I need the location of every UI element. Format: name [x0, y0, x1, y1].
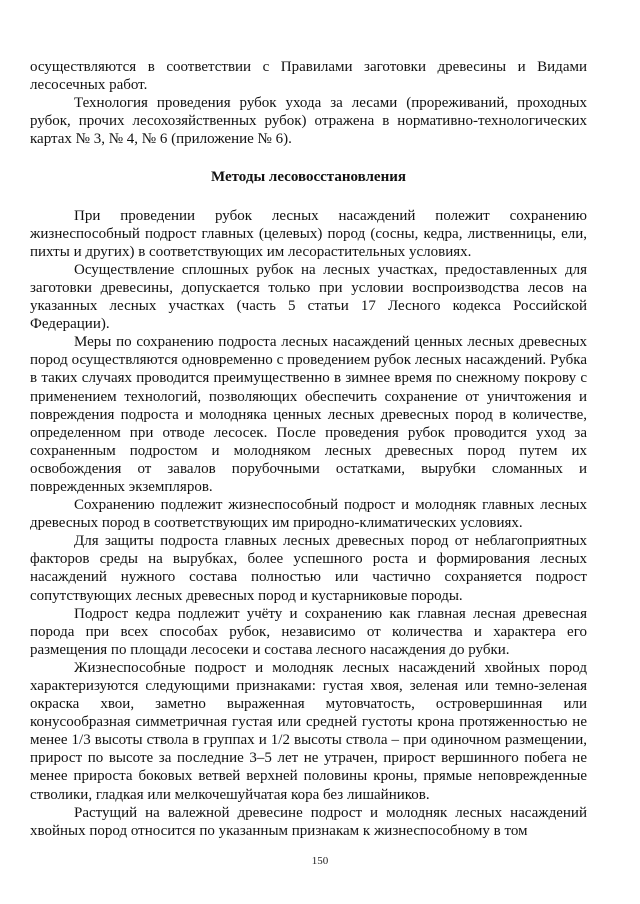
paragraph: Растущий на валежной древесине подрост и молодняк лесных насаждений хвойных пород относится по указанным признакам к жизнеспособному в том: [30, 804, 587, 839]
section-heading: Методы лесовосстановления: [211, 169, 406, 186]
paragraph-continued: осуществляются в соответствии с Правилами заготовки древесины и Видами лесосечных работ.: [30, 59, 587, 94]
paragraph: Жизнеспособные подрост и молодняк лесных насаждений хвойных пород характеризуются следующими признаками: густая хвоя, зеленая или темно-зеленая окраска хвои, заметно выраженная мутовчатость, островершинная или конусообразная симметричная густая или средней густоты крона протяженностью не менее 1/3 высоты ствола в группах и 1/2 высоты ствола – при одиночном размещении, прирост по высоте за последние 3–5 лет не утрачен, прирост вершинного побега не менее прироста боковых ветвей верхней половины кроны, прямые неповрежденные стволики, гладкая или мелкочешуйчатая кора без лишайников.: [30, 659, 587, 803]
paragraph: Осуществление сплошных рубок на лесных участках, предоставленных для заготовки древесины, допускается только при условии воспроизводства лесов на указанных лесных участках (часть 5 статьи 17 Лесного кодекса Российской Федерации).: [30, 261, 587, 333]
paragraph: Для защиты подроста главных лесных древесных пород от неблагоприятных факторов среды на вырубках, более успешного роста и формирования лесных насаждений нужного состава полностью или частично сохраняется подрост сопутствующих лесных древесных пород и кустарниковые породы.: [30, 533, 587, 604]
page-number: 150: [311, 855, 329, 867]
paragraph: Сохранению подлежит жизнеспособный подрост и молодняк главных лесных древесных пород в соответствующих им природно-климатических условиях.: [30, 497, 587, 532]
document-page: [30, 58, 587, 840]
paragraph-technology: Технология проведения рубок ухода за лесами (прореживаний, проходных рубок, прочих лесохозяйственных рубок) отражена в нормативно-технологических картах № 3, № 4, № 6 (приложение № 6).: [30, 95, 587, 148]
paragraph: Меры по сохранению подроста лесных насаждений ценных лесных древесных пород осуществляются одновременно с проведением рубок лесных насаждений. Рубка в таких случаях проводится преимущественно в зимнее время по снежному покрову с применением технологий, позволяющих обеспечить сохранение от уничтожения и повреждения подроста и молодняка ценных лесных древесных пород в количестве, определенном при отводе лесосек. После проведения рубок проводится уход за сохраненным подростом и молодняком лесных древесных пород путем их освобождения от завалов порубочными остатками, вырубки сломанных и поврежденных экземпляров.: [30, 334, 587, 495]
paragraph: При проведении рубок лесных насаждений полежит сохранению жизнеспособный подрост главных (целевых) пород (сосны, кедра, лиственницы, ели, пихты и других) в соответствующих им лесорастительных условиях.: [30, 207, 587, 260]
paragraph: Подрост кедра подлежит учёту и сохранению как главная лесная древесная порода при всех способах рубок, независимо от количества и характера его размещения по площади лесосеки и состава лесного насаждения до рубки.: [30, 605, 587, 658]
